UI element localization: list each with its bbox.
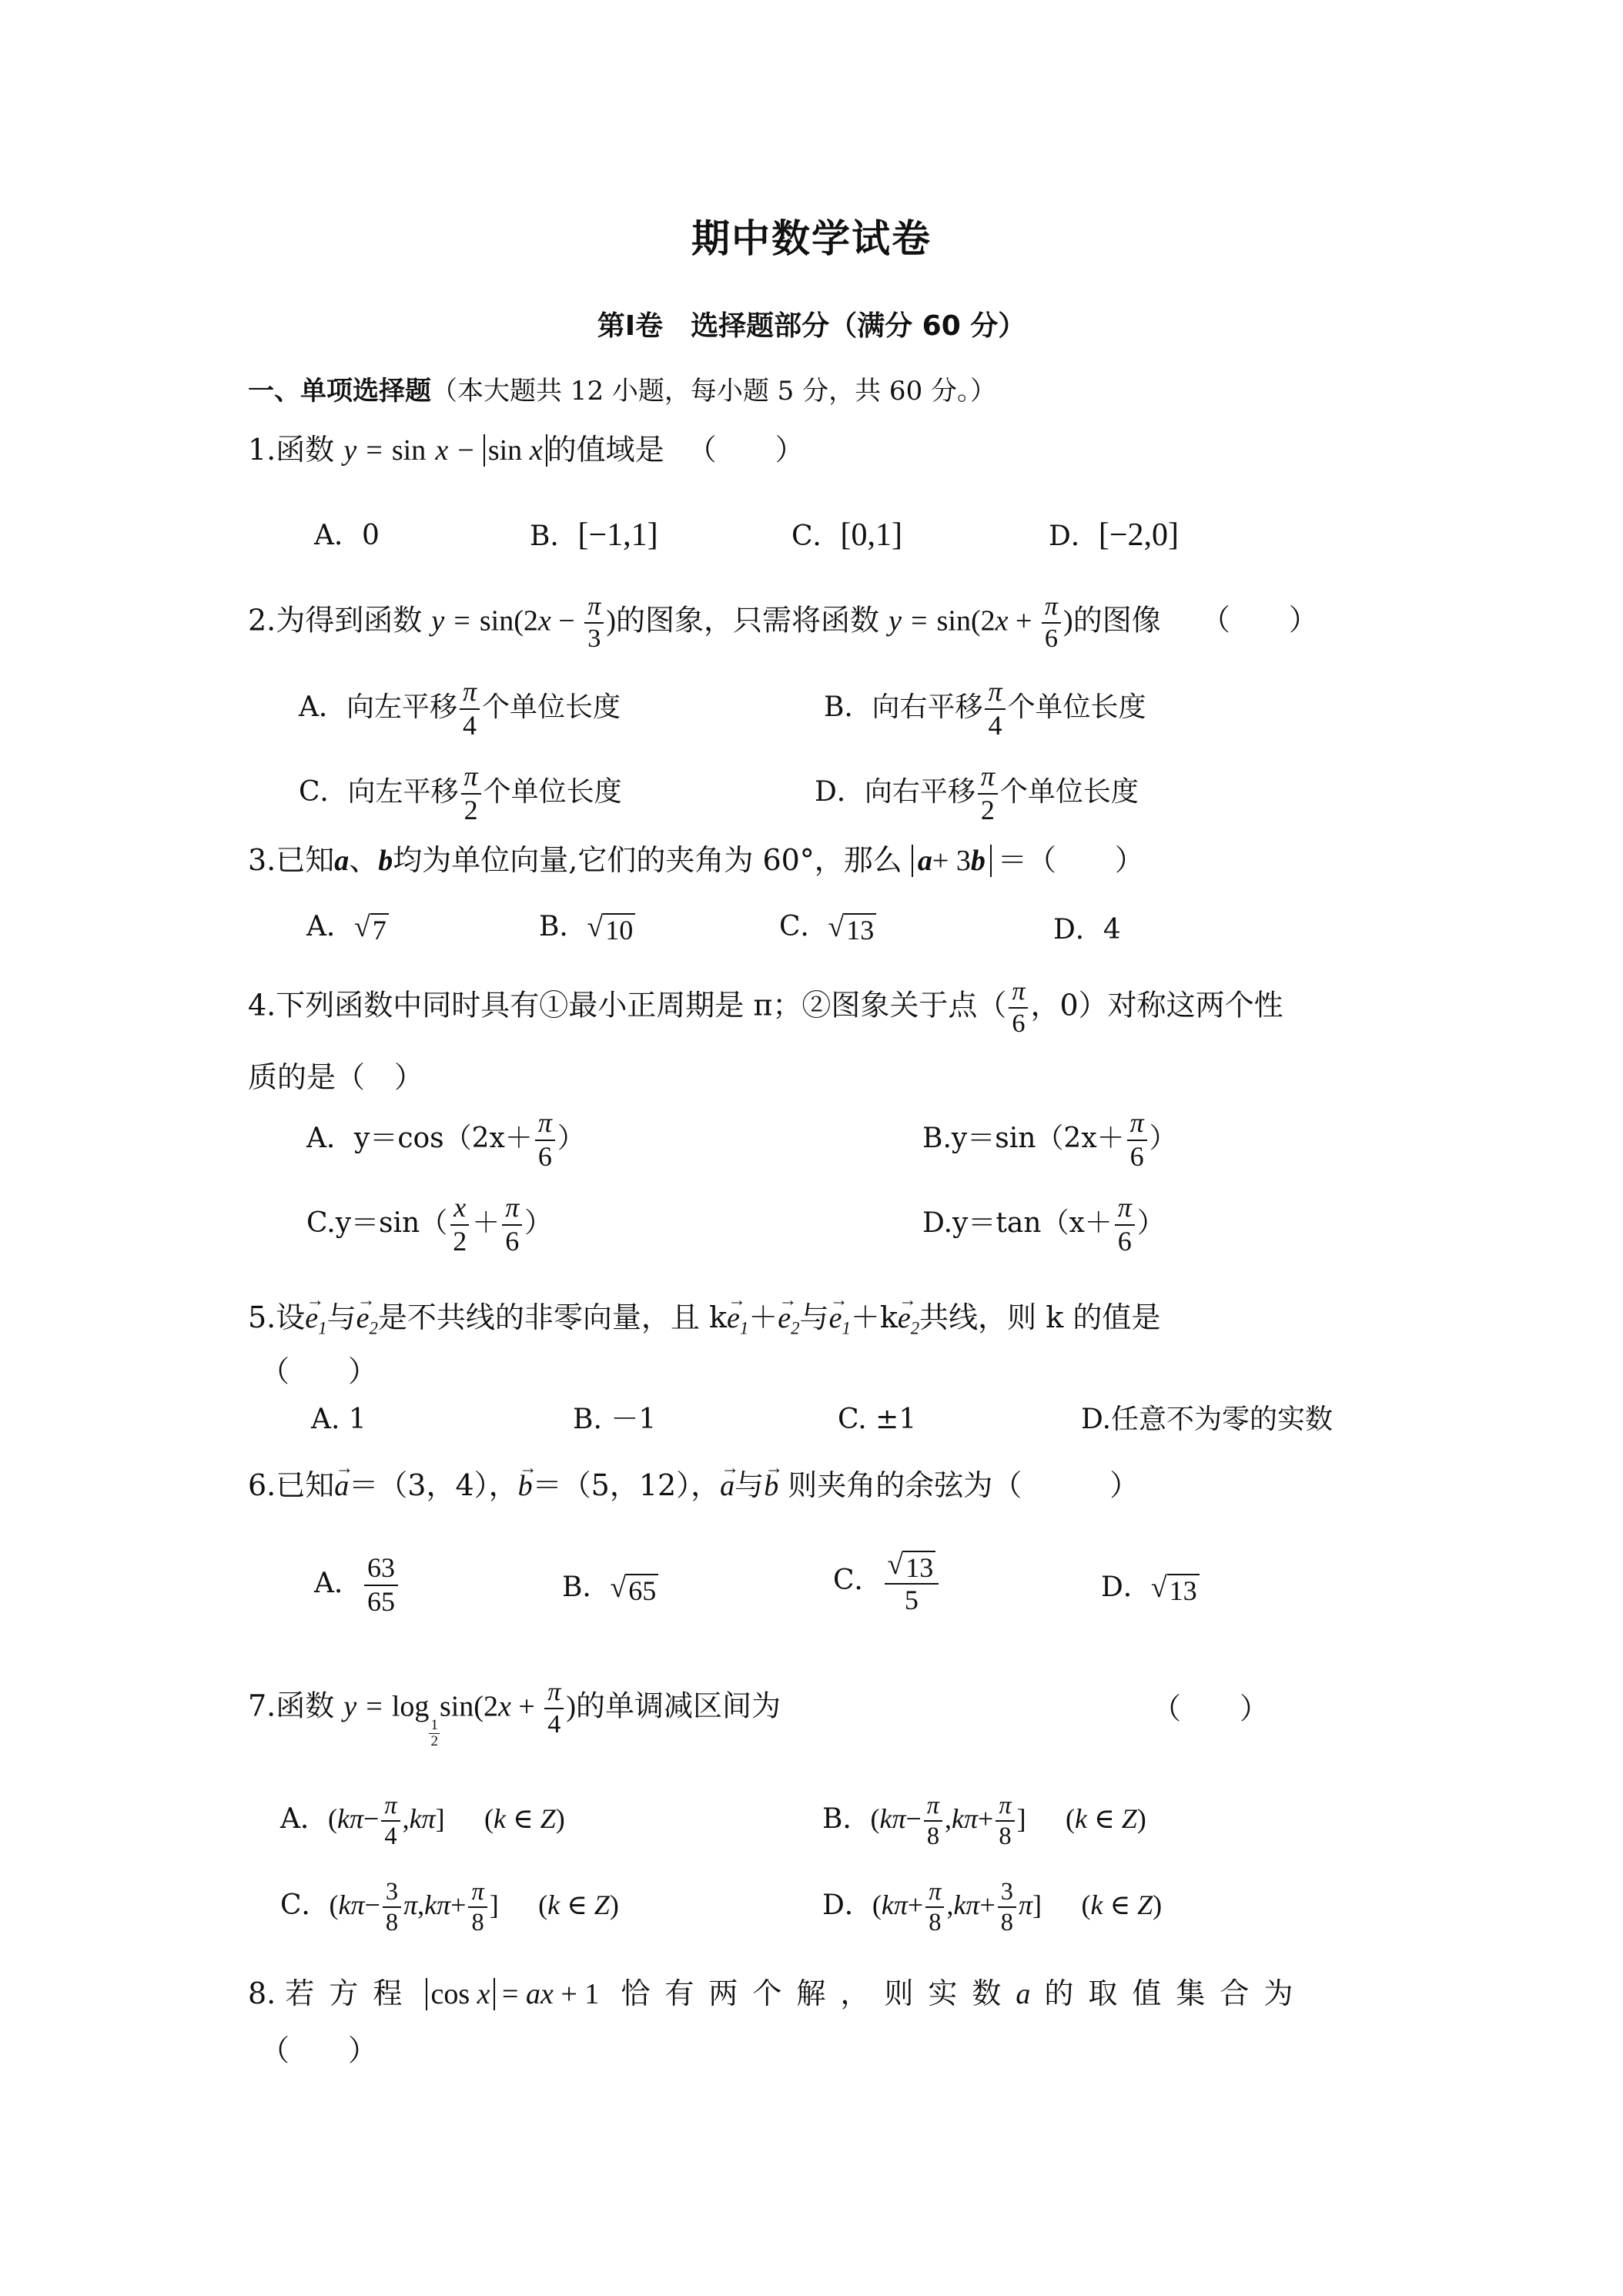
answer-blank: （ ） [687,433,805,467]
option-b: B. －1 [573,1404,657,1435]
option-c: C． √ 13 5 [833,1549,941,1615]
page-title: 期中数学试卷 [691,216,932,261]
section-note: （本大题共 12 小题，每小题 5 分，共 60 分。） [431,376,997,407]
question-7: 7.函数 y = log $\frac{1}{2}$ sin(2x + $\frac{\pi}{4}$ )的单调减区间为 [248,1678,781,1750]
question-8: 8. 若方程 cos x = ax + 1 恰有两个解，则实数a 的取值集合为 [248,1976,1308,2010]
option-c: C. ±1 [838,1404,917,1435]
answer-blank: （ ） [260,2033,378,2067]
option-d: D． √ 13 [1101,1574,1200,1605]
question-2: 2.为得到函数 y = sin(2x − $\frac{\pi}{3}$ )的图象，只需将函数 y = sin(2x + $\frac{\pi}{6}$ )的图像 （ ） [248,592,1318,653]
option-b: B． √ 65 [562,1574,658,1605]
question-3: 3.已知a、b均为单位向量,它们的夹角为 60°，那么 a+ 3b ＝（ ） [248,843,1144,877]
section-heading [248,370,996,407]
option-a: A．y＝cos（2x＋ $\frac{\pi}{6}$ ） [306,1107,585,1172]
question-6: 6.已知→ a＝（3，4），→ b＝（5，12），→ a与→ b 则夹角的余弦为（ ） [248,1471,1139,1501]
option-b: B． √ 10 [539,913,635,944]
question-4: 4.下列函数中同时具有①最小正周期是 π；②图象关于点（ $\frac{\pi}{6}$ ，0）对称这两个性 [248,977,1283,1038]
option-c: C．[0,1] [791,517,903,553]
option-a: A． $\frac{63}{65}$ [314,1554,400,1617]
option-a: A. 1 [311,1404,366,1435]
option-c: C．(kπ− $\frac{3}{8}$ π,kπ+ $\frac{\pi}{8}$ ] (k ∈ Z) [280,1878,619,1937]
answer-blank: （ ） [260,1354,378,1388]
question-number: 1. [248,433,276,467]
section-label: 一、单项选择题 [248,376,431,407]
option-a: A． √ 7 [306,913,389,944]
option-c: C．向左平移 $\frac{\pi}{2}$ 个单位长度 [299,761,622,825]
option-b: B.y＝sin（2x＋ $\frac{\pi}{6}$ ） [922,1107,1177,1172]
option-d: D．4 [1053,914,1121,946]
option-c: C． √ 13 [779,913,876,944]
question-5: 5.设→ $e_1$与→ $e_2$是不共线的非零向量，且 $k\to e_1+\to e_2$与→ $e_1+k\to e_2$共线，则 k 的值是 [248,1303,1160,1337]
option-a: A．0 [314,520,380,551]
option-d: D．(kπ+ $\frac{\pi}{8}$ ,kπ+ $\frac{3}{8}$ π] (k ∈ Z) [822,1878,1163,1937]
formula: y [343,434,357,467]
paper-subtitle: 第Ⅰ卷 选择题部分（满分 60 分） [597,310,1026,342]
option-d: D．[−2,0] [1049,517,1180,553]
option-d: D.任意不为零的实数 [1081,1404,1334,1435]
option-d: D．向右平移 $\frac{\pi}{2}$ 个单位长度 [815,761,1139,825]
question-1: 1.函数 y = sin x − sin x 的值域是 （ ） [248,433,805,467]
option-d: D.y＝tan（x＋ $\frac{\pi}{6}$ ） [922,1192,1165,1257]
answer-blank: （ ） [1152,1692,1270,1725]
option-b: B．向右平移 $\frac{\pi}{4}$ 个单位长度 [824,676,1146,741]
question-4-cont: 质的是（ ） [248,1060,424,1094]
option-a: A．向左平移 $\frac{\pi}{4}$ 个单位长度 [299,676,621,741]
option-b: B．[−1,1] [530,517,658,553]
option-b: B．(kπ− $\frac{\pi}{8}$ ,kπ+ $\frac{\pi}{8}$ ] (k ∈ Z) [822,1792,1146,1851]
option-c: C.y＝sin（ $\frac{x}{2}$ ＋ $\frac{\pi}{6}$ ） [306,1192,553,1257]
option-a: A．(kπ− $\frac{\pi}{4}$ ,kπ] (k ∈ Z) [280,1792,565,1851]
